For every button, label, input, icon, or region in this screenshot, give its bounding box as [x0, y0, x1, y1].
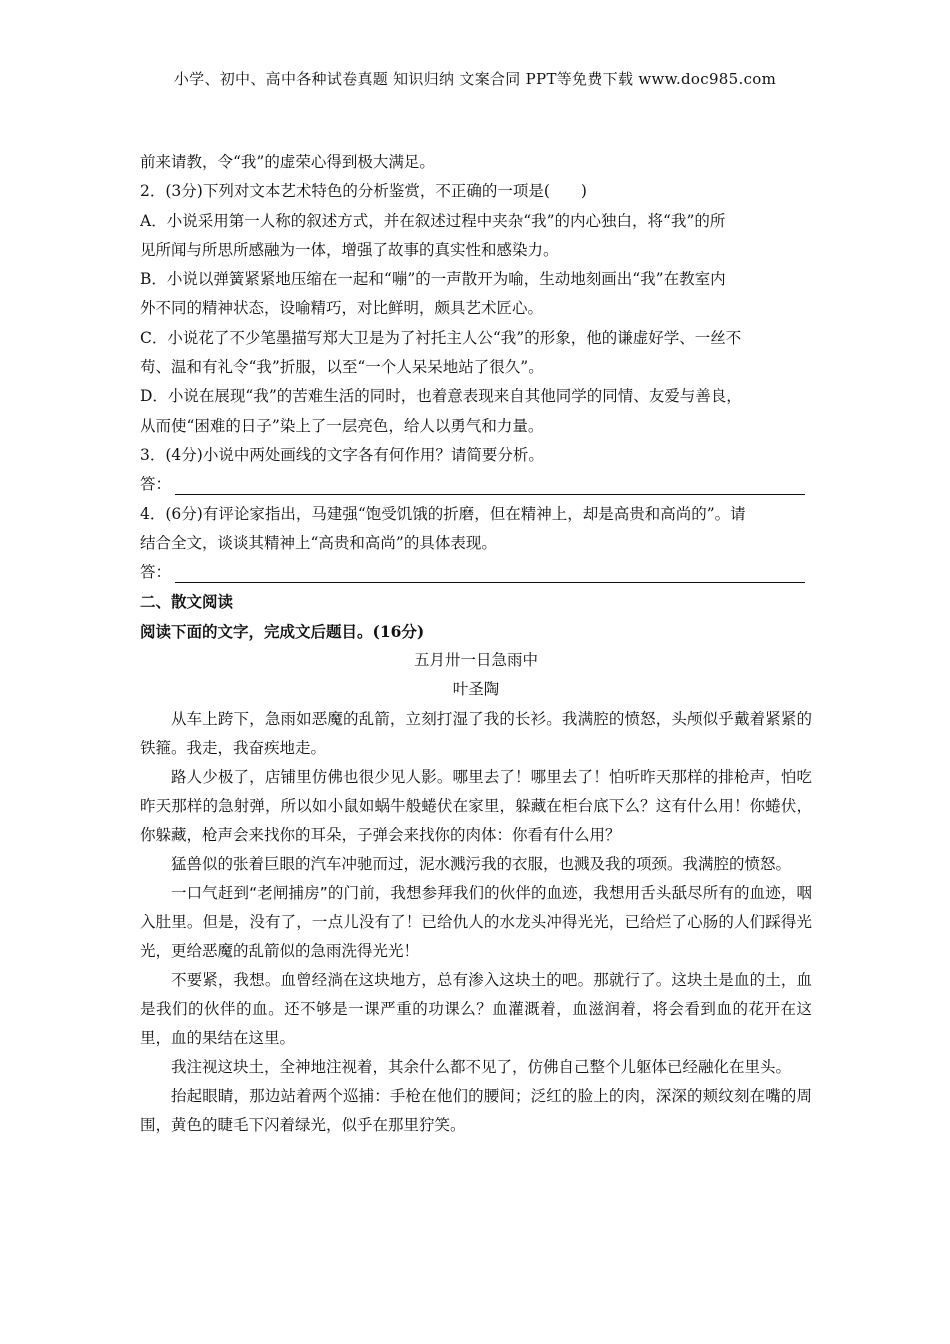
essay-paragraph: 我注视这块土，全神地注视着，其余什么都不见了，仿佛自己整个儿躯体已经融化在里头。 — [171, 1057, 792, 1076]
text-line: 前来请教，令“我”的虚荣心得到极大满足。 — [140, 153, 435, 171]
option-b-line-1: B．小说以弹簧紧紧地压缩在一起和“嘣”的一声散开为喻，生动地刻画出“我”在教室内 — [140, 270, 726, 289]
option-d-line-2: 从而使“困难的日子”染上了一层亮色，给人以勇气和力量。 — [140, 416, 544, 435]
option-d-line-1: D．小说在展现“我”的苦难生活的同时，也着意表现来自其他同学的同情、友爱与善良， — [140, 387, 742, 406]
answer-blank-line[interactable] — [175, 564, 805, 583]
essay-paragraph: 一口气赶到“老闸捕房”的门前，我想参拜我们的伙伴的血迹，我想用舌头舐尽所有的血迹，咽入肚里。但是，没有了，一点儿没有了！已给仇人的水龙头冲得光光，已给烂了心肠的人们踩得光光，更给恶魔的乱箭似的急雨洗得光光！ — [140, 883, 812, 960]
essay-paragraph: 抬起眼睛，那边站着两个巡捕：手枪在他们的腰间；泛红的脸上的肉，深深的颊纹刻在嘴的周围，黄色的睫毛下闪着绿光，似乎在那里狞笑。 — [140, 1086, 812, 1134]
option-b-line-2: 外不同的精神状态，设喻精巧，对比鲜明，颇具艺术匠心。 — [140, 299, 544, 318]
answer-blank-line[interactable] — [175, 476, 805, 495]
section-heading: 二、散文阅读 — [140, 592, 234, 612]
option-a-line-2: 见所闻与所思所感融为一体，增强了故事的真实性和感染力。 — [140, 240, 559, 259]
answer-label: 答： — [140, 475, 172, 494]
document-body — [140, 148, 812, 1140]
answer-row-3 — [140, 470, 812, 499]
question-4-line-1: 4．(6分)有评论家指出，马建强“饱受饥饿的折磨，但在精神上，却是高贵和高尚的”。请 — [140, 504, 746, 523]
essay-author: 叶圣陶 — [452, 680, 500, 699]
page-header: 小学、初中、高中各种试卷真题 知识归纳 文案合同 PPT等免费下载 www.doc985.com — [173, 70, 777, 88]
option-c-line-1: C．小说花了不少笔墨描写郑大卫是为了衬托主人公“我”的形象，他的谦虚好学、一丝不 — [140, 328, 742, 347]
essay-paragraph: 路人少极了，店铺里仿佛也很少见人影。哪里去了！哪里去了！怕听昨天那样的排枪声，怕吃昨天那样的急射弹，所以如小鼠如蜗牛般蜷伏在家里，躲藏在柜台底下么？这有什么用！你蜷伏，你躲藏，枪声会来找你的耳朵，子弹会来找你的肉体：你看有什么用？ — [140, 767, 812, 844]
question-3: 3．(4分)小说中两处画线的文字各有何作用？请简要分析。 — [140, 445, 544, 464]
essay-title: 五月卅一日急雨中 — [413, 651, 538, 670]
section-instruction: 阅读下面的文字，完成文后题目。(16分) — [140, 621, 425, 641]
question-2: 2．(3分)下列对文本艺术特色的分析鉴赏，不正确的一项是( ) — [140, 182, 587, 201]
option-c-line-2: 苟、温和有礼令“我”折服，以至“一个人呆呆地站了很久”。 — [140, 358, 544, 377]
essay-paragraph: 从车上跨下，急雨如恶魔的乱箭，立刻打湿了我的长衫。我满腔的愤怒，头颅似乎戴着紧紧的铁箍。我走，我奋疾地走。 — [140, 709, 812, 757]
option-a-line-1: A．小说采用第一人称的叙述方式，并在叙述过程中夹杂“我”的内心独白，将“我”的所 — [140, 211, 726, 230]
answer-row-4 — [140, 558, 812, 587]
essay-paragraph: 不要紧，我想。血曾经淌在这块地方，总有渗入这块土的吧。那就行了。这块土是血的土，血是我们的伙伴的血。还不够是一课严重的功课么？血灌溉着，血滋润着，将会看到血的花开在这里，血的果结在这里。 — [140, 970, 812, 1047]
question-4-line-2: 结合全文，谈谈其精神上“高贵和高尚”的具体表现。 — [140, 533, 497, 552]
essay-paragraph: 猛兽似的张着巨眼的汽车冲驰而过，泥水溅污我的衣服，也溅及我的项颈。我满腔的愤怒。 — [171, 854, 792, 873]
essay-text — [140, 705, 812, 1140]
answer-label: 答： — [140, 563, 172, 582]
